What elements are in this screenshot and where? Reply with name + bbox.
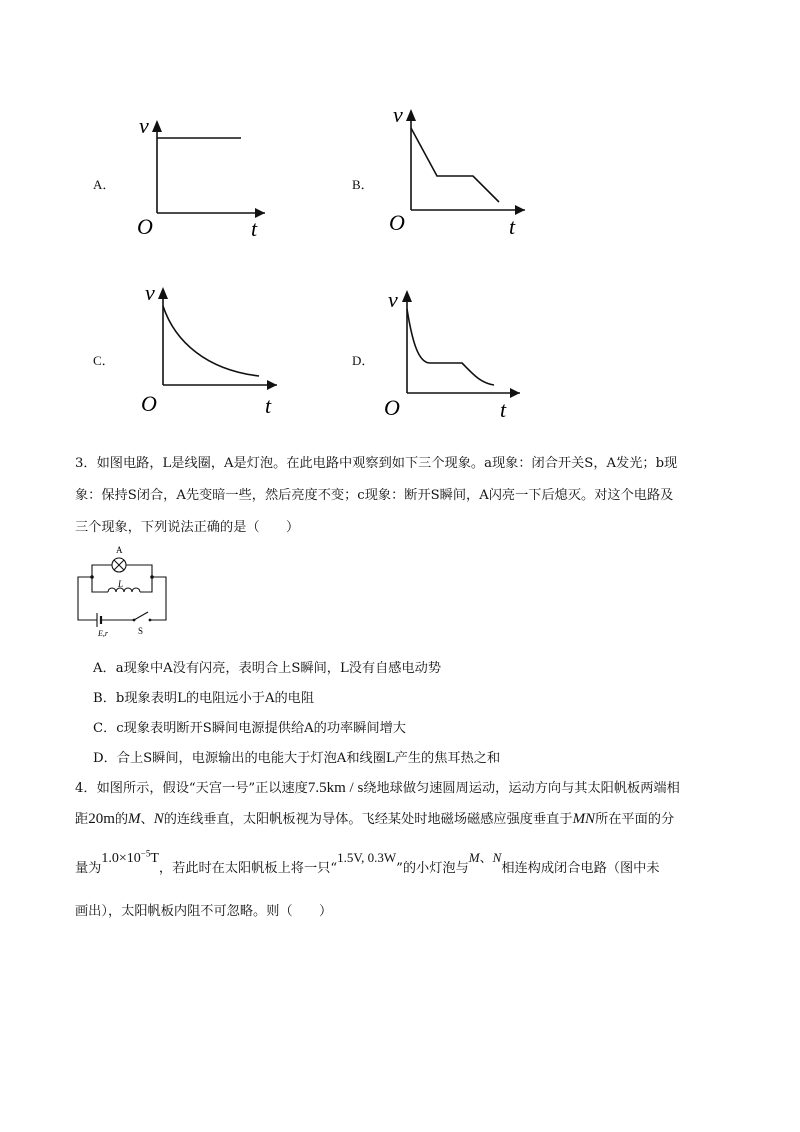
vt-graph-a <box>125 108 275 238</box>
vt-graph-c <box>135 280 285 418</box>
q3-text-line2: 象：保持S闭合，A先变暗一些，然后亮度不变；c现象：断开S瞬间，A闪亮一下后熄灭。对这个电路及 <box>75 488 674 503</box>
axis-t-label: t <box>265 393 272 418</box>
point-n: N <box>153 811 164 827</box>
vt-graph-d <box>382 285 532 420</box>
segment-mn: MN <box>572 811 596 827</box>
axis-v-label: v <box>388 287 398 312</box>
origin-label: O <box>384 395 400 420</box>
q4-text: 绕地球做匀速圆周运动，运动方向与其太阳帆板两端相 <box>363 781 680 796</box>
q3-text-line3: 三个现象，下列说法正确的是（ ） <box>75 520 300 535</box>
q4-text: ”的小灯泡与 <box>396 861 469 876</box>
q3-text-line1: 3．如图电路，L是线圈，A是灯泡。在此电路中观察到如下三个现象。a现象：闭合开关S，A发光；b现 <box>75 456 678 471</box>
circuit-diagram <box>70 540 180 640</box>
q4-text: 的连线垂直，太阳帆板视为导体。飞经某处时地磁场磁感应强度垂直于 <box>163 812 573 827</box>
speed-value: 7.5km / s <box>307 780 364 796</box>
axis-v-label: v <box>145 280 155 305</box>
q4-text: 所在平面的分 <box>595 812 675 827</box>
option-label-d: D． <box>352 353 375 368</box>
option-label-a: A． <box>93 177 116 192</box>
axis-t-label: t <box>500 397 507 420</box>
separator: 、 <box>479 850 493 865</box>
q4-text: 距 <box>75 812 89 827</box>
axis-t-label: t <box>509 214 516 238</box>
option-label-c: C． <box>93 353 115 368</box>
option-label-b: B． <box>352 177 374 192</box>
field-unit: T <box>150 851 159 866</box>
origin-label: O <box>137 214 153 238</box>
q4-text: 4．如图所示，假设“天宫一号”正以速度 <box>75 781 308 796</box>
q4-text-line3 <box>75 848 660 877</box>
q3-choice-d[interactable]: D．合上S瞬间，电源输出的电能大于灯泡A和线圈L产生的焦耳热之和 <box>93 751 501 766</box>
q4-text: 量为 <box>75 861 102 876</box>
switch-icon <box>134 612 148 620</box>
q4-text-line2 <box>75 808 674 828</box>
switch-label: S <box>138 626 144 636</box>
distance-value: 20m <box>88 811 115 827</box>
field-exponent: −5 <box>140 848 151 859</box>
axis-v-label: v <box>393 102 403 127</box>
field-base: 1.0×10 <box>101 851 141 866</box>
point-n: N <box>492 850 502 865</box>
q4-text-line1 <box>75 777 680 797</box>
q4-text: 相连构成闭合电路（图中未 <box>501 861 660 876</box>
separator: 、 <box>140 812 154 827</box>
q3-choice-b[interactable]: B．b现象表明L的电阻远小于A的电阻 <box>93 691 315 706</box>
q4-text: 的 <box>114 812 129 827</box>
bulb-rating: 1.5V, 0.3W <box>337 850 397 865</box>
axis-v-label: v <box>139 113 149 138</box>
source-label: E,r <box>98 629 108 638</box>
q4-text-line4: 画出），太阳帆板内阻不可忽略。则（ ） <box>75 904 333 919</box>
coil-icon <box>108 588 140 592</box>
point-m: M <box>468 850 480 865</box>
origin-label: O <box>389 210 405 235</box>
origin-label: O <box>141 391 157 416</box>
lamp-label: A <box>116 545 123 555</box>
vt-graph-b <box>385 100 535 238</box>
q4-text: ，若此时在太阳帆板上将一只“ <box>158 861 338 876</box>
axis-t-label: t <box>251 216 258 238</box>
coil-label: L <box>118 579 124 589</box>
q3-choice-c[interactable]: C．c现象表明断开S瞬间电源提供给A的功率瞬间增大 <box>93 721 406 736</box>
point-m: M <box>128 811 141 827</box>
q3-choice-a[interactable]: A．a现象中A没有闪亮，表明合上S瞬间，L没有自感电动势 <box>93 661 442 676</box>
